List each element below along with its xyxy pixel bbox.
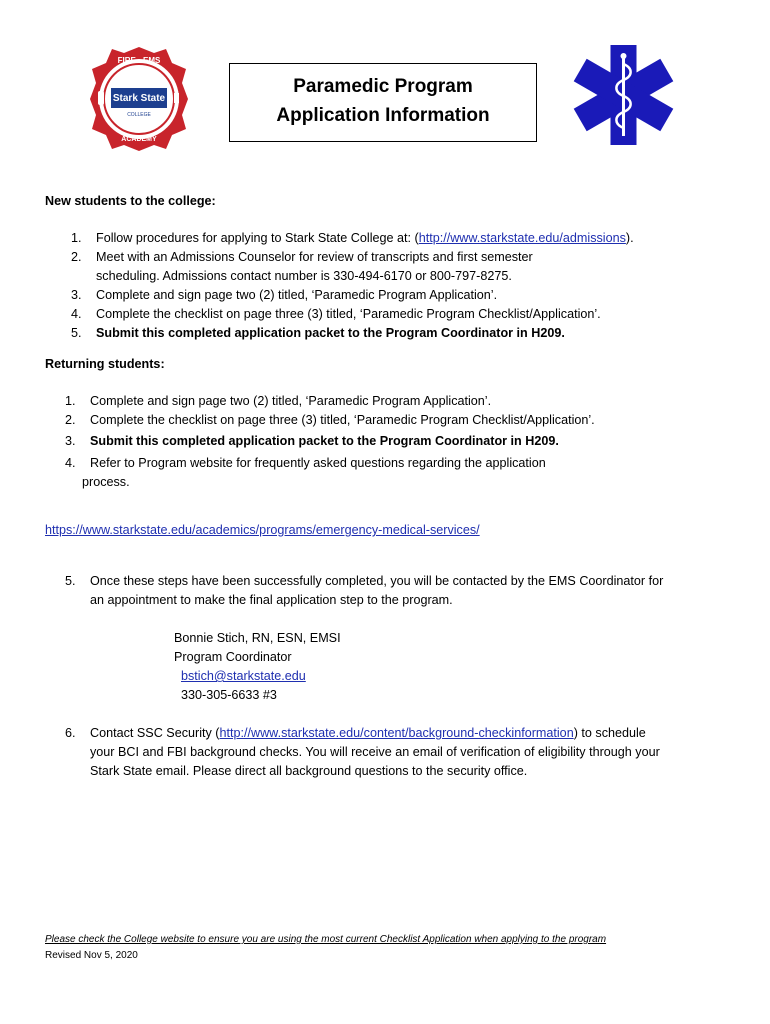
list-text: Refer to Program website for frequently asked questions regarding the application (90, 456, 546, 470)
returning-students-heading: Returning students: (45, 357, 165, 371)
list-text: Submit this completed application packet to the Program Coordinator in H209. (96, 326, 565, 340)
contact-phone: 330-305-6633 #3 (181, 688, 277, 702)
step-5 (65, 572, 663, 591)
step-6 (65, 724, 646, 743)
new-item-4 (71, 305, 601, 324)
star-of-life-icon (571, 42, 676, 148)
list-number: 4. (71, 307, 82, 321)
list-text-after: ). (625, 231, 634, 245)
list-text: Complete and sign page two (2) titled, ‘Paramedic Program Application’. (90, 394, 492, 408)
ret-item-4 (65, 454, 546, 473)
ret-item-1 (65, 392, 491, 411)
ret-item-4-line2: process. (82, 475, 130, 489)
logo-sub-text: COLLEGE (127, 112, 151, 118)
list-number: 4. (65, 456, 76, 470)
list-number: 2. (71, 250, 82, 264)
logo-center-text: Stark State (112, 93, 166, 104)
list-number: 3. (65, 434, 76, 448)
ret-item-3 (65, 432, 559, 451)
list-text: Complete and sign page two (2) titled, ‘Paramedic Program Application’. (96, 288, 498, 302)
contact-email-link[interactable]: bstich@starkstate.edu (181, 669, 306, 683)
fire-ems-academy-badge-icon (88, 43, 190, 155)
footer-note: Please check the College website to ensure you are using the most current Checklist Application when applying to the program (45, 934, 607, 945)
new-item-5 (71, 324, 565, 343)
list-text: Follow procedures for applying to Stark State College at: ( (96, 231, 419, 245)
page-title-line1: Paramedic Program (293, 76, 473, 97)
new-item-3 (71, 286, 497, 305)
list-number: 2. (65, 413, 76, 427)
program-website-link[interactable]: https://www.starkstate.edu/academics/programs/emergency-medical-services/ (45, 523, 480, 537)
step-5-line2: an appointment to make the final application step to the program. (90, 593, 453, 607)
new-item-2-line2: scheduling. Admissions contact number is 330-494-6170 or 800-797-8275. (96, 269, 512, 283)
page-title-line2: Application Information (276, 105, 490, 126)
new-item-1 (71, 229, 634, 248)
revised-date: Revised Nov 5, 2020 (45, 950, 138, 961)
title-box (229, 63, 537, 142)
logo-bottom-text: ACADEMY (121, 136, 157, 143)
list-text-after: ) to schedule (573, 726, 646, 740)
list-text: Complete the checklist on page three (3) titled, ‘Paramedic Program Checklist/Application’. (96, 307, 601, 321)
list-number: 6. (65, 726, 76, 740)
list-text: Meet with an Admissions Counselor for review of transcripts and first semester (96, 250, 533, 264)
new-item-2 (71, 248, 533, 267)
step-6-line2: your BCI and FBI background checks. You will receive an email of verification of eligibility through your (90, 745, 660, 759)
contact-role: Program Coordinator (174, 650, 292, 664)
ret-item-2 (65, 411, 595, 430)
list-text: Contact SSC Security ( (90, 726, 220, 740)
contact-name: Bonnie Stich, RN, ESN, EMSI (174, 631, 341, 645)
list-number: 3. (71, 288, 82, 302)
list-number: 1. (65, 394, 76, 408)
list-text: Submit this completed application packet to the Program Coordinator in H209. (90, 434, 559, 448)
list-number: 5. (71, 326, 82, 340)
list-text: Complete the checklist on page three (3) titled, ‘Paramedic Program Checklist/Application’. (90, 413, 595, 427)
step-6-line3: Stark State email. Please direct all background questions to the security office. (90, 764, 528, 778)
list-text: Once these steps have been successfully completed, you will be contacted by the EMS Coordinator for (90, 574, 664, 588)
background-check-link[interactable]: http://www.starkstate.edu/content/background-checkinformation (219, 726, 574, 740)
logo-top-text: FIRE · EMS (117, 56, 161, 65)
new-students-heading: New students to the college: (45, 194, 216, 208)
list-number: 5. (65, 574, 76, 588)
list-number: 1. (71, 231, 82, 245)
admissions-link[interactable]: http://www.starkstate.edu/admissions (418, 231, 626, 245)
